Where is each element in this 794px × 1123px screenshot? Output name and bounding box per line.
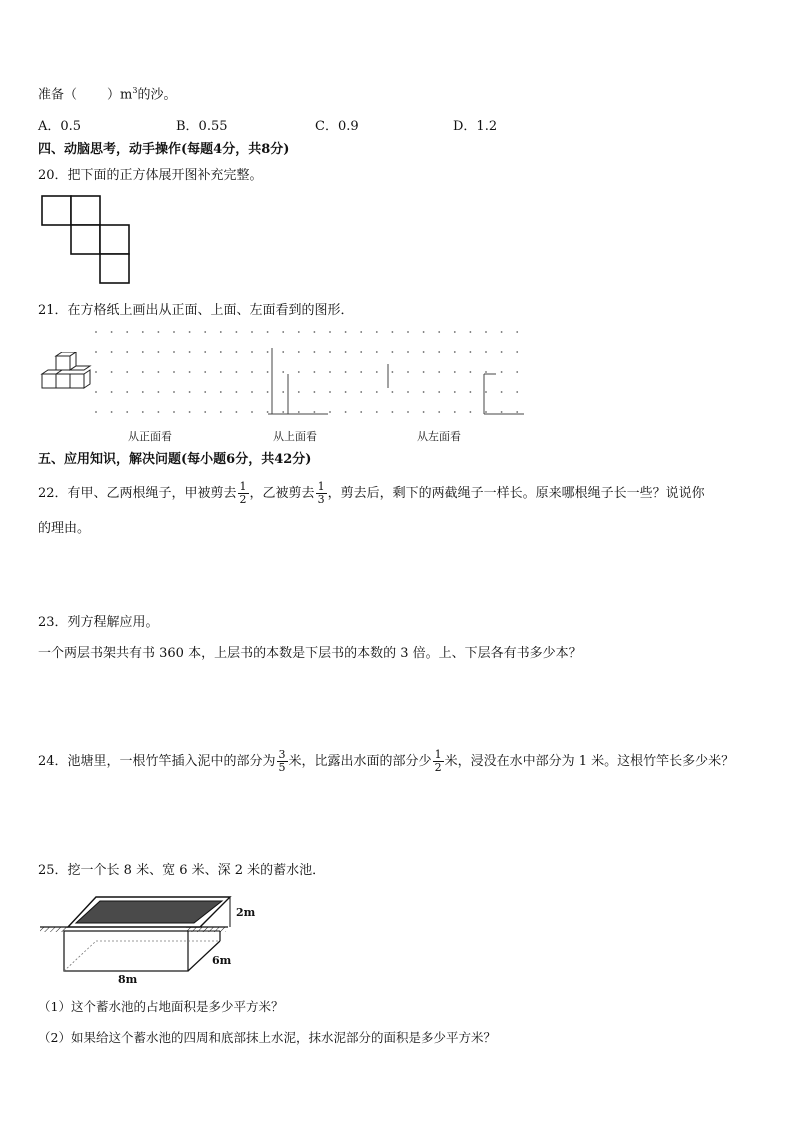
grid-dot	[267, 331, 269, 333]
grid-dot	[204, 351, 206, 353]
q24-frac2-den: 2	[434, 761, 442, 774]
grid-dot	[142, 371, 144, 373]
grid-dot	[142, 351, 144, 353]
grid-dot	[95, 331, 97, 333]
grid-dot	[298, 411, 300, 413]
q24-frac2-num: 1	[434, 748, 442, 761]
q19-unit: ）m	[107, 87, 133, 103]
grid-dot	[111, 371, 113, 373]
grid-dot	[111, 331, 113, 333]
grid-dot	[360, 371, 362, 373]
grid-dot	[485, 371, 487, 373]
q23-body: 一个两层书架共有书 360 本，上层书的本数是下层书的本数的 3 倍。上、下层各有书多少本？	[38, 646, 582, 661]
grid-dot	[173, 371, 175, 373]
grid-dot	[282, 411, 284, 413]
grid-dot	[438, 411, 440, 413]
grid-dot	[423, 391, 425, 393]
q24-frac1-den: 5	[278, 761, 286, 774]
grid-dot	[236, 331, 238, 333]
grid-dot	[173, 351, 175, 353]
grid-dot	[454, 371, 456, 373]
grid-dot	[329, 391, 331, 393]
grid-dot	[485, 411, 487, 413]
grid-dot	[329, 371, 331, 373]
grid-dot	[454, 411, 456, 413]
grid-dot	[407, 351, 409, 353]
grid-dot	[407, 371, 409, 373]
grid-dot	[251, 351, 253, 353]
grid-dot	[392, 371, 394, 373]
section5-heading: 五、应用知识，解决问题(每小题6分，共42分)	[38, 452, 312, 467]
grid-dot	[267, 391, 269, 393]
grid-dot	[314, 411, 316, 413]
dot-grid-paper	[92, 326, 528, 422]
length-label: 8m	[118, 973, 138, 986]
caption-left-view: 从左面看	[417, 430, 461, 443]
q21-text: 21．在方格纸上画出从正面、上面、左面看到的图形．	[38, 303, 354, 318]
grid-dot	[407, 391, 409, 393]
q22-frac1-den: 2	[239, 493, 247, 506]
grid-dot	[158, 391, 160, 393]
grid-dot	[470, 331, 472, 333]
grid-dot	[516, 351, 518, 353]
caption-top-view: 从上面看	[273, 430, 317, 443]
grid-dot	[158, 371, 160, 373]
grid-dot	[376, 351, 378, 353]
grid-dot	[516, 371, 518, 373]
grid-dot	[126, 391, 128, 393]
grid-dot	[392, 391, 394, 393]
caption-front-view: 从正面看	[128, 430, 172, 443]
grid-dot	[470, 411, 472, 413]
grid-dot	[298, 371, 300, 373]
grid-dot	[516, 391, 518, 393]
q25-sub2: （2）如果给这个蓄水池的四周和底部抹上水泥，抹水泥部分的面积是多少平方米？	[38, 1030, 496, 1045]
grid-dot	[267, 351, 269, 353]
q25-sub1: （1）这个蓄水池的占地面积是多少平方米？	[38, 999, 284, 1014]
grid-dot	[267, 411, 269, 413]
grid-dot	[314, 391, 316, 393]
grid-dot	[392, 411, 394, 413]
q22-text	[38, 481, 705, 506]
q24-part2: 米，比露出水面的部分少	[288, 754, 432, 769]
q22-fraction-1	[238, 481, 249, 506]
q22-frac2-den: 3	[317, 493, 325, 506]
q22-line2: 的理由。	[38, 521, 91, 536]
grid-dot	[251, 411, 253, 413]
grid-dot	[220, 411, 222, 413]
grid-dot	[189, 351, 191, 353]
grid-dot	[470, 391, 472, 393]
q19-option-a[interactable]: A．0.5	[38, 119, 82, 134]
q22-fraction-2	[316, 481, 327, 506]
grid-dot	[392, 351, 394, 353]
q22-part1: 22．有甲、乙两根绳子，甲被剪去	[38, 486, 237, 501]
grid-dot	[251, 331, 253, 333]
grid-dot	[454, 351, 456, 353]
grid-dot	[282, 351, 284, 353]
grid-dot	[376, 411, 378, 413]
grid-dot	[485, 351, 487, 353]
grid-dot	[329, 411, 331, 413]
grid-dot	[251, 371, 253, 373]
grid-dot	[516, 411, 518, 413]
grid-dot	[438, 371, 440, 373]
grid-dot	[111, 411, 113, 413]
grid-dot	[236, 351, 238, 353]
grid-dot	[126, 411, 128, 413]
q19-tail	[38, 82, 176, 104]
grid-dot	[282, 391, 284, 393]
depth-label: 2m	[236, 906, 256, 919]
reservoir-figure	[38, 893, 238, 987]
grid-dot	[251, 391, 253, 393]
grid-dot	[314, 351, 316, 353]
grid-dot	[236, 391, 238, 393]
q22-frac2-num: 1	[317, 480, 325, 493]
grid-dot	[360, 331, 362, 333]
grid-dot	[95, 351, 97, 353]
q19-option-b[interactable]: B．0.55	[176, 119, 228, 134]
grid-dot	[516, 331, 518, 333]
grid-dot	[189, 371, 191, 373]
grid-dot	[220, 391, 222, 393]
grid-dot	[485, 391, 487, 393]
grid-dot	[345, 371, 347, 373]
grid-dot	[423, 331, 425, 333]
grid-dot	[189, 411, 191, 413]
grid-dot	[204, 371, 206, 373]
q19-unit-exponent: 3	[132, 86, 138, 95]
grid-dot	[392, 331, 394, 333]
grid-dot	[360, 391, 362, 393]
grid-dot	[111, 391, 113, 393]
width-label: 6m	[212, 954, 232, 967]
cube-net-figure	[40, 194, 132, 286]
grid-dot	[158, 351, 160, 353]
grid-dot	[329, 351, 331, 353]
q24-frac1-num: 3	[278, 748, 286, 761]
grid-dot	[454, 331, 456, 333]
grid-dot	[376, 331, 378, 333]
q24-fraction-2	[433, 749, 444, 774]
q23-title: 23．列方程解应用。	[38, 615, 159, 630]
grid-dot	[267, 371, 269, 373]
grid-dot	[189, 391, 191, 393]
grid-dot	[314, 331, 316, 333]
grid-dot	[126, 331, 128, 333]
grid-dot	[173, 331, 175, 333]
grid-dot	[485, 331, 487, 333]
grid-dot	[204, 411, 206, 413]
grid-dot	[95, 391, 97, 393]
grid-dot	[158, 331, 160, 333]
grid-dot	[314, 371, 316, 373]
q24-part3: 米，浸没在水中部分为 1 米。这根竹竿长多少米？	[444, 754, 735, 769]
grid-dot	[501, 331, 503, 333]
grid-dot	[501, 411, 503, 413]
section4-heading: 四、动脑思考，动手操作(每题4分，共8分)	[38, 142, 290, 157]
grid-dot	[204, 391, 206, 393]
grid-dot	[407, 411, 409, 413]
q22-part3: ，剪去后，剩下的两截绳子一样长。原来哪根绳子长一些？说说你	[327, 486, 705, 501]
grid-dot	[423, 371, 425, 373]
grid-dot	[423, 411, 425, 413]
grid-dot	[345, 331, 347, 333]
q24-part1: 24．池塘里，一根竹竿插入泥中的部分为	[38, 754, 276, 769]
grid-dot	[236, 371, 238, 373]
grid-dot	[345, 351, 347, 353]
grid-dot	[501, 351, 503, 353]
grid-dot	[142, 331, 144, 333]
grid-dot	[189, 331, 191, 333]
q24-fraction-1	[277, 749, 288, 774]
grid-dot	[236, 411, 238, 413]
grid-dot	[376, 371, 378, 373]
grid-dot	[438, 391, 440, 393]
grid-dot	[95, 371, 97, 373]
grid-dot	[470, 351, 472, 353]
grid-dot	[298, 391, 300, 393]
q19-option-c[interactable]: C．0.9	[315, 119, 359, 134]
grid-dot	[158, 411, 160, 413]
grid-dot	[173, 391, 175, 393]
grid-dot	[470, 371, 472, 373]
grid-dot	[282, 371, 284, 373]
grid-dot	[298, 331, 300, 333]
grid-dot	[345, 411, 347, 413]
grid-dot	[345, 391, 347, 393]
q20-text: 20．把下面的正方体展开图补充完整。	[38, 168, 263, 183]
grid-dot	[220, 371, 222, 373]
grid-dot	[360, 351, 362, 353]
grid-dot	[454, 391, 456, 393]
q19-option-d[interactable]: D．1.2	[453, 119, 498, 134]
grid-dot	[204, 331, 206, 333]
grid-dot	[111, 351, 113, 353]
grid-dot	[407, 331, 409, 333]
grid-dot	[501, 371, 503, 373]
grid-dot	[220, 351, 222, 353]
grid-dot	[376, 391, 378, 393]
stacked-cubes-figure	[40, 352, 92, 394]
grid-dot	[329, 331, 331, 333]
q19-prefix: 准备（	[38, 87, 78, 103]
grid-dot	[438, 331, 440, 333]
grid-dot	[438, 351, 440, 353]
q22-part2: ，乙被剪去	[249, 486, 315, 501]
grid-dot	[126, 351, 128, 353]
grid-dot	[173, 411, 175, 413]
q24-text	[38, 749, 734, 774]
grid-dot	[298, 351, 300, 353]
grid-dot	[142, 411, 144, 413]
q19-end: 的沙。	[137, 87, 177, 103]
grid-dot	[126, 371, 128, 373]
grid-dot	[360, 411, 362, 413]
grid-dot	[282, 331, 284, 333]
q25-title: 25．挖一个长 8 米、宽 6 米、深 2 米的蓄水池．	[38, 863, 326, 878]
grid-dot	[95, 411, 97, 413]
grid-dot	[220, 331, 222, 333]
grid-dot	[423, 351, 425, 353]
q22-frac1-num: 1	[239, 480, 247, 493]
grid-dot	[501, 391, 503, 393]
grid-dot	[142, 391, 144, 393]
